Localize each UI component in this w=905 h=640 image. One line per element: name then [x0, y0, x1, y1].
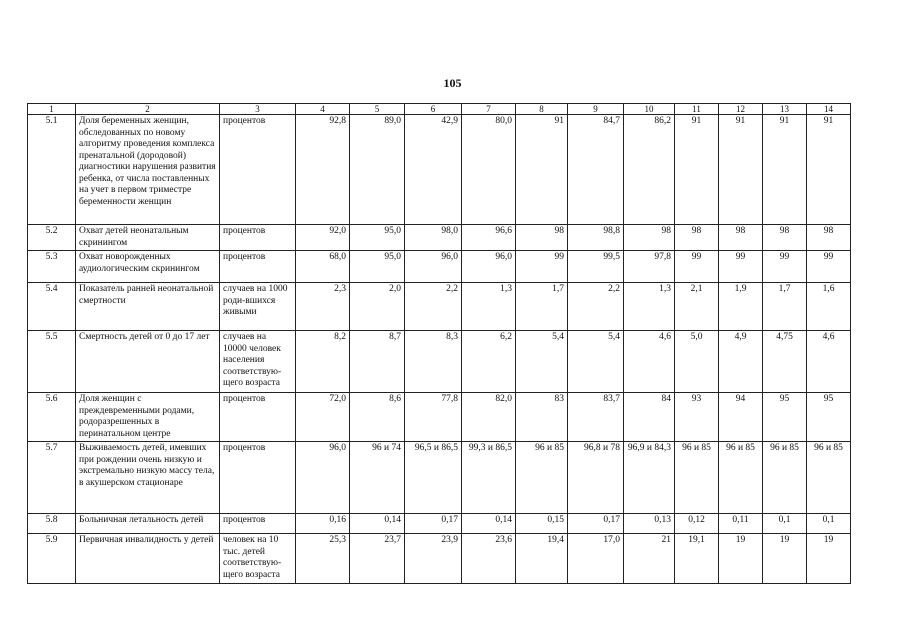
value-cell: 83 — [516, 393, 568, 442]
value-cell: 19 — [719, 534, 763, 584]
value-cell: 99 — [675, 251, 719, 283]
value-cell: 96,0 — [462, 251, 516, 283]
unit-cell: процентов — [220, 442, 296, 514]
header-cell: 7 — [462, 104, 516, 115]
unit-cell: процентов — [220, 514, 296, 534]
value-cell: 4,6 — [624, 331, 675, 393]
value-cell: 84 — [624, 393, 675, 442]
row-number: 5.2 — [28, 225, 76, 251]
value-cell: 5,4 — [568, 331, 624, 393]
table-row — [28, 534, 851, 584]
value-cell: 92,8 — [296, 115, 350, 225]
header-row — [28, 104, 851, 115]
value-cell: 5,0 — [675, 331, 719, 393]
value-cell: 8,7 — [350, 331, 405, 393]
value-cell: 0,17 — [568, 514, 624, 534]
value-cell: 96 и 85 — [516, 442, 568, 514]
value-cell: 94 — [719, 393, 763, 442]
indicator-name: Охват детей неонатальным скринингом — [76, 225, 220, 251]
value-cell: 99,3 и 86,5 — [462, 442, 516, 514]
row-number: 5.4 — [28, 283, 76, 331]
value-cell: 95 — [807, 393, 851, 442]
value-cell: 96,6 — [462, 225, 516, 251]
value-cell: 21 — [624, 534, 675, 584]
value-cell: 86,2 — [624, 115, 675, 225]
value-cell: 98,0 — [405, 225, 462, 251]
indicator-name: Доля беременных женщин, обследованных по новому алгоритму проведения комплекса пренатальной (дородовой) диагностики нарушения развития ребенка, от числа поставленных на учет в первом триместре беременности женщин — [76, 115, 220, 225]
indicators-table — [27, 103, 851, 584]
value-cell: 96 и 85 — [807, 442, 851, 514]
table-row — [28, 283, 851, 331]
value-cell: 96,0 — [296, 442, 350, 514]
value-cell: 98 — [675, 225, 719, 251]
table-row — [28, 393, 851, 442]
value-cell: 6,2 — [462, 331, 516, 393]
value-cell: 95,0 — [350, 251, 405, 283]
value-cell: 99 — [807, 251, 851, 283]
value-cell: 91 — [807, 115, 851, 225]
value-cell: 68,0 — [296, 251, 350, 283]
indicator-name: Смертность детей от 0 до 17 лет — [76, 331, 220, 393]
value-cell: 98 — [763, 225, 807, 251]
value-cell: 0,14 — [462, 514, 516, 534]
value-cell: 1,6 — [807, 283, 851, 331]
unit-cell: случаев на 10000 человек населения соответствую-щего возраста — [220, 331, 296, 393]
value-cell: 2,1 — [675, 283, 719, 331]
value-cell: 23,6 — [462, 534, 516, 584]
indicator-name: Первичная инвалидность у детей — [76, 534, 220, 584]
value-cell: 4,6 — [807, 331, 851, 393]
table-row — [28, 331, 851, 393]
row-number: 5.9 — [28, 534, 76, 584]
value-cell: 96 и 85 — [675, 442, 719, 514]
unit-cell: процентов — [220, 225, 296, 251]
value-cell: 98,8 — [568, 225, 624, 251]
header-cell: 12 — [719, 104, 763, 115]
value-cell: 82,0 — [462, 393, 516, 442]
value-cell: 96,8 и 78 — [568, 442, 624, 514]
value-cell: 97,8 — [624, 251, 675, 283]
table-row — [28, 225, 851, 251]
value-cell: 89,0 — [350, 115, 405, 225]
value-cell: 2,2 — [405, 283, 462, 331]
row-number: 5.8 — [28, 514, 76, 534]
value-cell: 19,1 — [675, 534, 719, 584]
value-cell: 72,0 — [296, 393, 350, 442]
header-cell: 11 — [675, 104, 719, 115]
indicator-name: Доля женщин с преждевременными родами, родоразрешенных в перинатальном центре — [76, 393, 220, 442]
value-cell: 91 — [516, 115, 568, 225]
value-cell: 96,9 и 84,3 — [624, 442, 675, 514]
value-cell: 96 и 85 — [719, 442, 763, 514]
value-cell: 96 и 85 — [763, 442, 807, 514]
value-cell: 1,3 — [462, 283, 516, 331]
value-cell: 98 — [719, 225, 763, 251]
value-cell: 96,5 и 86,5 — [405, 442, 462, 514]
header-cell: 8 — [516, 104, 568, 115]
unit-cell: процентов — [220, 251, 296, 283]
header-cell: 5 — [350, 104, 405, 115]
header-cell: 9 — [568, 104, 624, 115]
value-cell: 0,17 — [405, 514, 462, 534]
value-cell: 4,75 — [763, 331, 807, 393]
value-cell: 5,4 — [516, 331, 568, 393]
value-cell: 99 — [763, 251, 807, 283]
unit-cell: человек на 10 тыс. детей соответствую-щего возраста — [220, 534, 296, 584]
header-cell: 6 — [405, 104, 462, 115]
value-cell: 4,9 — [719, 331, 763, 393]
table-row — [28, 115, 851, 225]
indicator-name: Больничная летальность детей — [76, 514, 220, 534]
value-cell: 0,11 — [719, 514, 763, 534]
value-cell: 42,9 — [405, 115, 462, 225]
value-cell: 99 — [719, 251, 763, 283]
value-cell: 0,1 — [807, 514, 851, 534]
value-cell: 0,12 — [675, 514, 719, 534]
value-cell: 84,7 — [568, 115, 624, 225]
row-number: 5.6 — [28, 393, 76, 442]
value-cell: 0,1 — [763, 514, 807, 534]
value-cell: 80,0 — [462, 115, 516, 225]
row-number: 5.5 — [28, 331, 76, 393]
value-cell: 98 — [624, 225, 675, 251]
value-cell: 19 — [763, 534, 807, 584]
unit-cell: случаев на 1000 роди-вшихся живыми — [220, 283, 296, 331]
value-cell: 1,9 — [719, 283, 763, 331]
row-number: 5.7 — [28, 442, 76, 514]
value-cell: 8,3 — [405, 331, 462, 393]
value-cell: 92,0 — [296, 225, 350, 251]
indicator-name: Выживаемость детей, имевших при рождении очень низкую и экстремально низкую массу тела, в акушерском стационаре — [76, 442, 220, 514]
value-cell: 96 и 74 — [350, 442, 405, 514]
value-cell: 0,15 — [516, 514, 568, 534]
value-cell: 1,7 — [516, 283, 568, 331]
indicator-name: Показатель ранней неонатальной смертности — [76, 283, 220, 331]
header-cell: 1 — [28, 104, 76, 115]
value-cell: 8,6 — [350, 393, 405, 442]
value-cell: 99 — [516, 251, 568, 283]
table-row — [28, 442, 851, 514]
unit-cell: процентов — [220, 393, 296, 442]
header-cell: 14 — [807, 104, 851, 115]
value-cell: 91 — [719, 115, 763, 225]
value-cell: 0,13 — [624, 514, 675, 534]
value-cell: 2,3 — [296, 283, 350, 331]
header-cell: 2 — [76, 104, 220, 115]
value-cell: 98 — [807, 225, 851, 251]
value-cell: 19 — [807, 534, 851, 584]
header-cell: 4 — [296, 104, 350, 115]
value-cell: 8,2 — [296, 331, 350, 393]
value-cell: 2,2 — [568, 283, 624, 331]
value-cell: 1,7 — [763, 283, 807, 331]
value-cell: 96,0 — [405, 251, 462, 283]
row-number: 5.1 — [28, 115, 76, 225]
value-cell: 99,5 — [568, 251, 624, 283]
header-cell: 10 — [624, 104, 675, 115]
unit-cell: процентов — [220, 115, 296, 225]
value-cell: 93 — [675, 393, 719, 442]
value-cell: 1,3 — [624, 283, 675, 331]
page-number: 105 — [443, 76, 462, 90]
value-cell: 77,8 — [405, 393, 462, 442]
value-cell: 17,0 — [568, 534, 624, 584]
value-cell: 25,3 — [296, 534, 350, 584]
header-cell: 3 — [220, 104, 296, 115]
value-cell: 2,0 — [350, 283, 405, 331]
value-cell: 23,9 — [405, 534, 462, 584]
value-cell: 23,7 — [350, 534, 405, 584]
indicator-name: Охват новорожденных аудиологическим скринингом — [76, 251, 220, 283]
value-cell: 98 — [516, 225, 568, 251]
table-row — [28, 251, 851, 283]
value-cell: 0,14 — [350, 514, 405, 534]
value-cell: 91 — [763, 115, 807, 225]
value-cell: 91 — [675, 115, 719, 225]
value-cell: 95,0 — [350, 225, 405, 251]
value-cell: 95 — [763, 393, 807, 442]
value-cell: 83,7 — [568, 393, 624, 442]
value-cell: 19,4 — [516, 534, 568, 584]
header-cell: 13 — [763, 104, 807, 115]
row-number: 5.3 — [28, 251, 76, 283]
table-row — [28, 514, 851, 534]
value-cell: 0,16 — [296, 514, 350, 534]
